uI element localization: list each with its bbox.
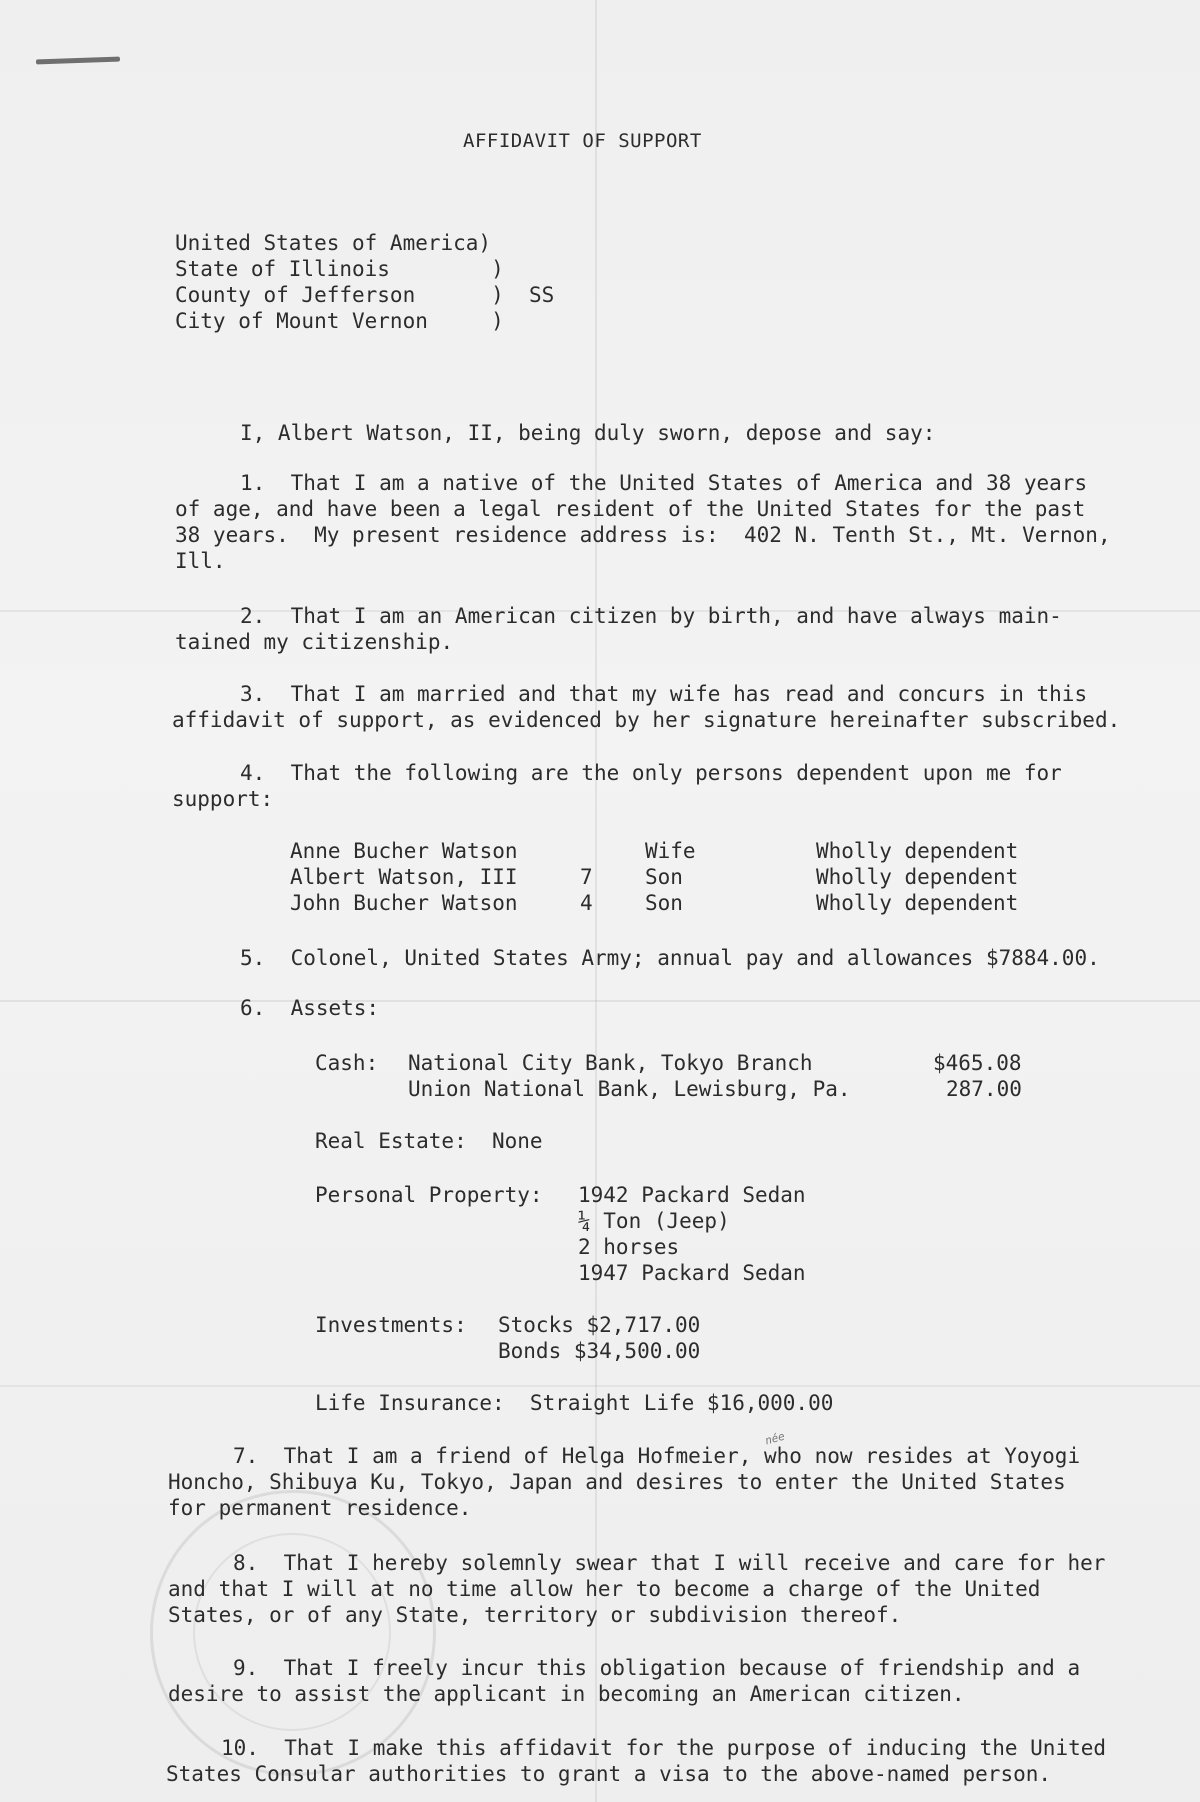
dependent-name: Anne Bucher Watson: [290, 839, 518, 863]
paragraph-1-line: of age, and have been a legal resident of the United States for the past: [175, 497, 1086, 521]
paragraph-1-line: 38 years. My present residence address is: 402 N. Tenth St., Mt. Vernon,: [175, 523, 1111, 547]
real-estate-line: Real Estate: None: [315, 1129, 543, 1153]
dependent-relation: Son: [645, 865, 683, 889]
dependent-relation: Wife: [645, 839, 696, 863]
venue-line: City of Mount Vernon ): [175, 309, 504, 333]
cash-label: Cash:: [315, 1051, 379, 1075]
paragraph-2-line: tained my citizenship.: [175, 630, 454, 654]
investment-bonds: Bonds $34,500.00: [498, 1339, 701, 1363]
document-title: AFFIDAVIT OF SUPPORT: [463, 130, 702, 152]
investments-label: Investments:: [315, 1313, 467, 1337]
paragraph-9-line: 9. That I freely incur this obligation because of friendship and a: [233, 1656, 1081, 1680]
embossed-seal: [150, 1490, 436, 1776]
paragraph-9-line: desire to assist the applicant in becoming an American citizen.: [168, 1682, 965, 1706]
venue-line: United States of America): [175, 231, 492, 255]
paragraph-8-line: and that I will at no time allow her to become a charge of the United: [168, 1577, 1041, 1601]
bank-name: Union National Bank, Lewisburg, Pa.: [408, 1077, 851, 1101]
bank-amount: $465.08: [933, 1051, 1022, 1075]
vertical-fold-line: [595, 0, 597, 1802]
paragraph-1-line: Ill.: [175, 549, 226, 573]
personal-property-label: Personal Property:: [315, 1183, 543, 1207]
property-item: 1947 Packard Sedan: [578, 1261, 806, 1285]
property-item: 2 horses: [578, 1235, 680, 1259]
paragraph-8-line: States, or of any State, territory or subdivision thereof.: [168, 1603, 902, 1627]
paragraph-8-line: 8. That I hereby solemnly swear that I will receive and care for her: [233, 1551, 1106, 1575]
intro-statement: I, Albert Watson, II, being duly sworn, depose and say:: [240, 421, 936, 445]
paragraph-5: 5. Colonel, United States Army; annual pay and allowances $7884.00.: [240, 946, 1100, 970]
paragraph-10-line: 10. That I make this affidavit for the purpose of inducing the United: [221, 1736, 1107, 1760]
dependent-status: Wholly dependent: [816, 839, 1019, 863]
paragraph-10-line: States Consular authorities to grant a visa to the above-named person.: [166, 1762, 1052, 1786]
paragraph-3-line: affidavit of support, as evidenced by her signature hereinafter subscribed.: [172, 708, 1121, 732]
dependent-age: 4: [580, 891, 593, 915]
paragraph-7-line: 7. That I am a friend of Helga Hofmeier, who now resides at Yoyogi: [233, 1444, 1081, 1468]
handwritten-annotation: née: [763, 1429, 787, 1448]
paragraph-7-line: Honcho, Shibuya Ku, Tokyo, Japan and desires to enter the United States: [168, 1470, 1066, 1494]
dependent-name: Albert Watson, III: [290, 865, 518, 889]
dependent-status: Wholly dependent: [816, 891, 1019, 915]
paragraph-6-heading: 6. Assets:: [240, 996, 380, 1020]
dependent-relation: Son: [645, 891, 683, 915]
horizontal-fold-line: [0, 1385, 1200, 1387]
paragraph-4-line: 4. That the following are the only persons dependent upon me for: [240, 761, 1062, 785]
paragraph-7-line: for permanent residence.: [168, 1496, 472, 1520]
dependent-name: John Bucher Watson: [290, 891, 518, 915]
dependent-age: 7: [580, 865, 593, 889]
property-item: 1942 Packard Sedan: [578, 1183, 806, 1207]
bank-name: National City Bank, Tokyo Branch: [408, 1051, 813, 1075]
horizontal-fold-line: [0, 1000, 1200, 1002]
paragraph-1-line: 1. That I am a native of the United States of America and 38 years: [240, 471, 1088, 495]
paragraph-2-line: 2. That I am an American citizen by birth, and have always main-: [240, 604, 1062, 628]
staple-mark: [36, 57, 120, 65]
investment-stocks: Stocks $2,717.00: [498, 1313, 701, 1337]
bank-amount: 287.00: [946, 1077, 1022, 1101]
property-item: ¼ Ton (Jeep): [578, 1209, 730, 1233]
life-insurance-line: Life Insurance: Straight Life $16,000.00: [315, 1391, 834, 1415]
paragraph-3-line: 3. That I am married and that my wife has read and concurs in this: [240, 682, 1088, 706]
venue-line: County of Jefferson ) SS: [175, 283, 555, 307]
venue-line: State of Illinois ): [175, 257, 504, 281]
paragraph-4-line: support:: [172, 787, 274, 811]
dependent-status: Wholly dependent: [816, 865, 1019, 889]
